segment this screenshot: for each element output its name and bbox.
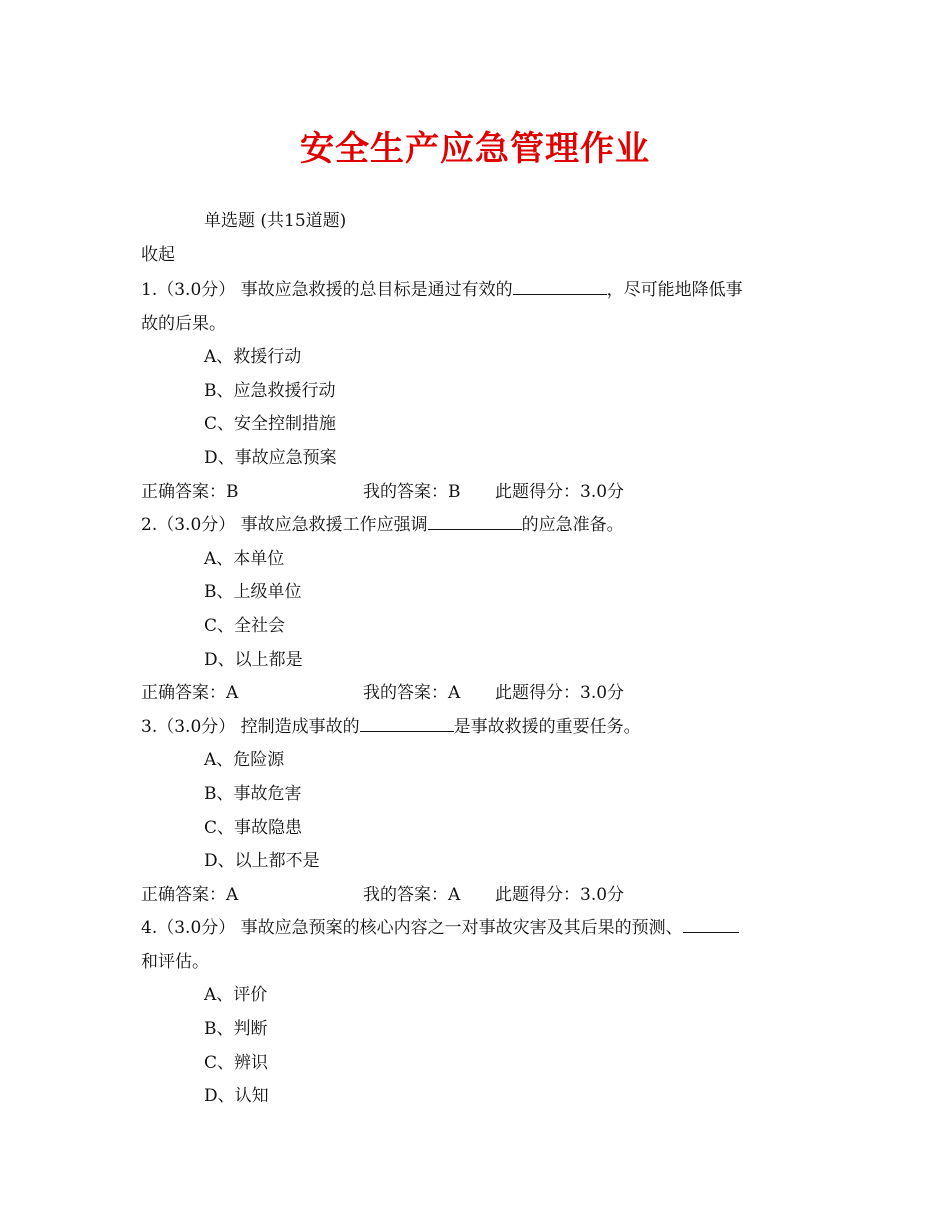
option-b[interactable]: B、事故危害 [204, 783, 302, 804]
question-4 [141, 912, 821, 1114]
option-c[interactable]: C、事故隐患 [204, 817, 303, 838]
question-text: 4.（3.0分） 事故应急预案的核心内容之一对事故灾害及其后果的预测、 [141, 918, 683, 939]
question-text-cont: 是事故救援的重要任务。 [453, 716, 641, 737]
option-d[interactable]: D、认知 [204, 1086, 269, 1107]
option-a[interactable]: A、危险源 [204, 750, 285, 771]
answer-row [141, 677, 821, 711]
question-score: 此题得分：3.0分 [495, 683, 625, 704]
section-header: 单选题 (共15道题) [204, 211, 347, 231]
question-text-cont: ，尽可能地降低事 [606, 280, 743, 300]
option-d[interactable]: D、以上都是 [204, 649, 303, 670]
answer-row [141, 476, 821, 510]
option-b[interactable]: B、应急救援行动 [204, 380, 336, 401]
answer-row [141, 879, 821, 913]
question-stem-line2: 和评估。 [141, 951, 209, 972]
fill-blank [513, 276, 607, 295]
question-2 [141, 509, 821, 711]
option-a[interactable]: A、本单位 [204, 548, 285, 569]
correct-answer: 正确答案：A [141, 683, 239, 704]
question-text: 1.（3.0分） 事故应急救援的总目标是通过有效的 [141, 280, 513, 300]
my-answer: 我的答案：A [363, 683, 461, 704]
fill-blank [360, 713, 454, 732]
question-3 [141, 711, 821, 913]
question-stem-line2: 故的后果。 [141, 313, 226, 334]
question-text-cont: 的应急准备。 [521, 515, 624, 536]
question-stem [141, 912, 821, 946]
question-text: 3.（3.0分） 控制造成事故的 [141, 716, 360, 737]
collapse-link[interactable]: 收起 [141, 245, 175, 265]
my-answer: 我的答案：B [363, 481, 461, 502]
option-d[interactable]: D、以上都不是 [204, 851, 320, 872]
correct-answer: 正确答案：A [141, 884, 239, 905]
option-d[interactable]: D、事故应急预案 [204, 447, 337, 468]
question-stem [141, 509, 821, 543]
option-c[interactable]: C、辨识 [204, 1052, 269, 1073]
option-c[interactable]: C、安全控制措施 [204, 414, 337, 435]
question-list [141, 274, 821, 1114]
fill-blank [683, 914, 739, 933]
correct-answer: 正确答案：B [141, 481, 239, 502]
option-a[interactable]: A、救援行动 [204, 347, 302, 368]
option-b[interactable]: B、判断 [204, 1019, 268, 1040]
option-b[interactable]: B、上级单位 [204, 582, 302, 603]
document-title: 安全生产应急管理作业 [300, 129, 650, 169]
question-text: 2.（3.0分） 事故应急救援工作应强调 [141, 515, 428, 536]
question-1 [141, 274, 821, 509]
fill-blank [428, 511, 522, 530]
question-score: 此题得分：3.0分 [495, 481, 625, 502]
question-stem [141, 274, 821, 308]
option-a[interactable]: A、评价 [204, 985, 268, 1006]
question-score: 此题得分：3.0分 [495, 884, 625, 905]
question-stem [141, 711, 821, 745]
my-answer: 我的答案：A [363, 884, 461, 905]
option-c[interactable]: C、全社会 [204, 615, 286, 636]
